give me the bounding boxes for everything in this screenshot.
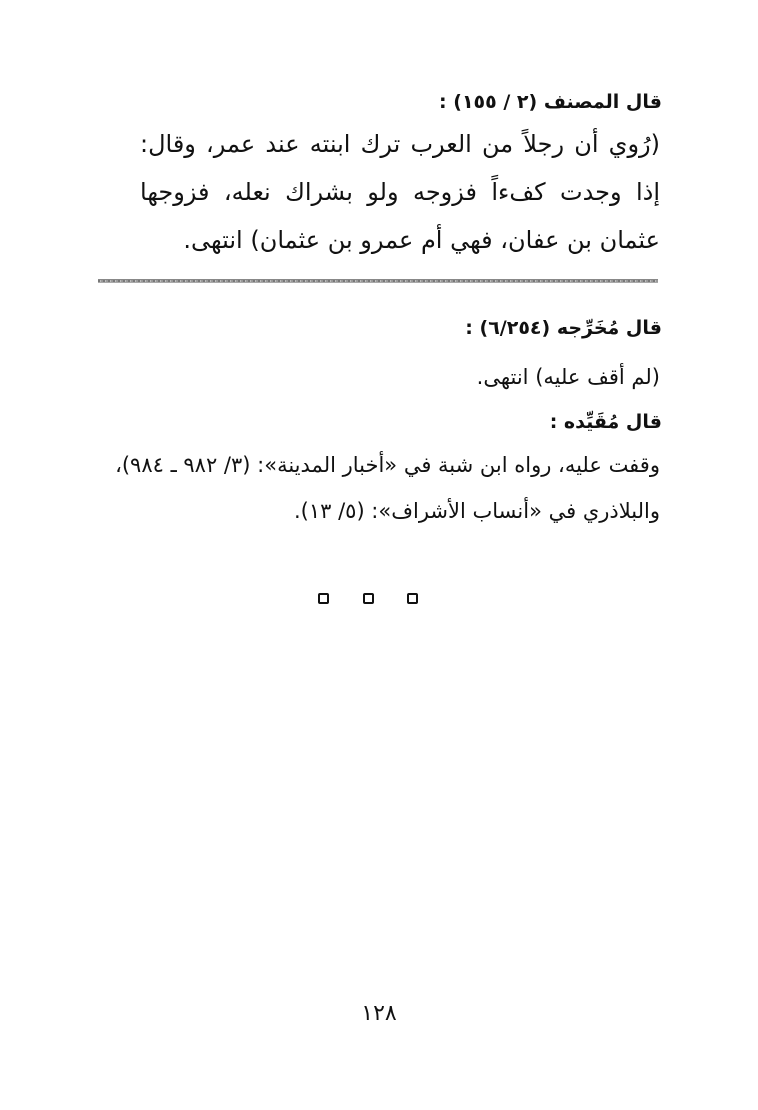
- section-divider: [98, 279, 658, 283]
- three-squares-icon: [318, 590, 418, 606]
- page-number: ١٢٨: [361, 1001, 397, 1026]
- section-heading-author: قال المصنف (٢ / ١٥٥) :: [439, 91, 662, 113]
- square-icon: [407, 593, 418, 604]
- takhrij-statement: (لم أقف عليه) انتهى.: [476, 365, 660, 389]
- quoted-narration: (رُوي أن رجلاً من العرب ترك ابنته عند عمر، وقال: إذا وجدت كفءاً فزوجه ولو بشراك نعله، فزوجها عثمان بن عفان، فهي أم عمرو بن عثمان) انتهى.: [140, 130, 660, 254]
- source-reference-line-1: وقفت عليه، رواه ابن شبة في «أخبار المدينة»: (٣/ ٩٨٢ ـ ٩٨٤)،: [115, 453, 660, 477]
- square-icon: [318, 593, 329, 604]
- section-heading-muqayyid: قال مُقَيِّده :: [549, 411, 662, 433]
- section-heading-takhrij: قال مُخَرِّجه (٦/٢٥٤) :: [465, 317, 662, 339]
- source-reference-line-2: والبلاذري في «أنساب الأشراف»: (٥/ ١٣).: [293, 499, 660, 523]
- square-icon: [363, 593, 374, 604]
